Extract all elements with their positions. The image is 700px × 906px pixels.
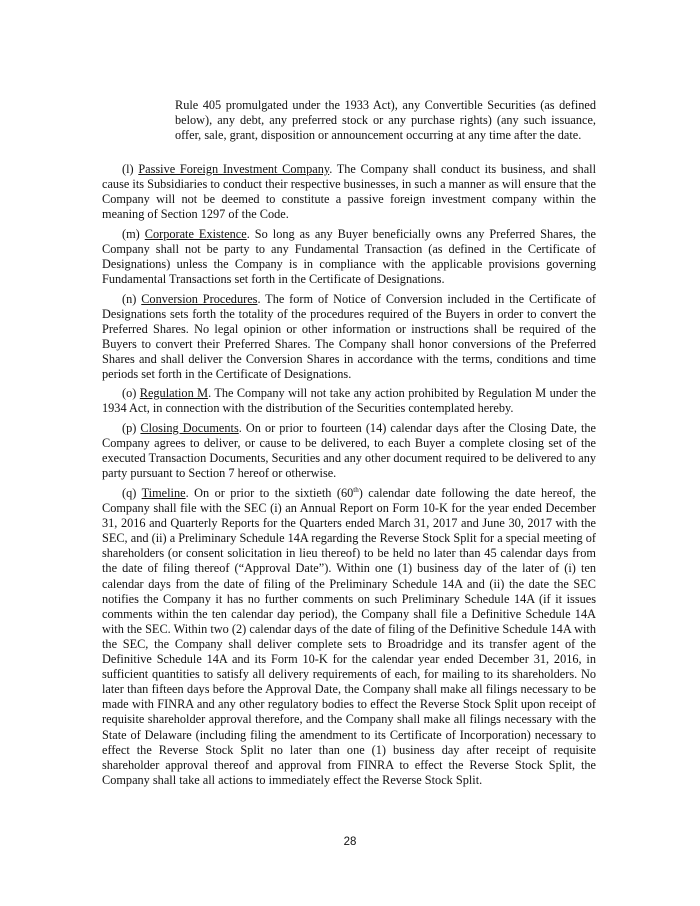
section-q-paragraph bbox=[102, 486, 596, 788]
section-l-paragraph bbox=[102, 162, 596, 222]
section-heading: Regulation M bbox=[139, 386, 209, 400]
section-heading: Timeline bbox=[141, 486, 186, 500]
section-heading: Conversion Procedures bbox=[141, 292, 258, 306]
section-heading: Passive Foreign Investment Company bbox=[138, 162, 330, 176]
section-body-continued: ) calendar date following the date hereof, the Company shall file with the SEC (i) an Annual Report on Form 10-K for the year ended December 31, 2016 and Quarterly Reports for the Quarters ended March 31, 2017 and June 30, 2017 with the SEC, and (ii) a Preliminary Schedule 14A regarding the Reverse Stock Split for a special meeting of shareholders (or consent solicitation in lieu thereof) to be held no later than 45 calendar days from the date of filing thereof (“Approval Date”). Within one (1) business day of the later of (i) ten calendar days from the date of filing of the Preliminary Schedule 14A and (ii) the date the SEC notifies the Company it has no further comments on such Preliminary Schedule 14A (if it issues comments within the ten calendar day period), the Company shall file a Definitive Schedule 14A with the SEC. Within two (2) calendar days of the date of filing of the Definitive Schedule 14A with the SEC, the Company shall deliver complete sets to Broadridge and its transfer agent of the Definitive Schedule 14A and its Form 10-K for the calendar year ended December 31, 2016, in sufficient quantities to satisfy all delivery requirements of each, for mailing to its shareholders. No later than fifteen days before the Approval Date, the Company shall make all filings necessary to be made with FINRA and any other regulatory bodies to effect the Reverse Stock Split upon receipt of requisite shareholder approval therefore, and the Company shall make all filings necessary with the State of Delaware (including filing the amendment to its Certificate of Incorporation) necessary to effect the Reverse Stock Split no later than one (1) business day after receipt of requisite shareholder approval thereof and approval from FINRA to effect the Reverse Stock Split, the Company shall take all actions to immediately effect the Reverse Stock Split. bbox=[102, 486, 596, 787]
section-heading: Corporate Existence bbox=[144, 227, 247, 241]
section-label: (p) bbox=[122, 421, 137, 435]
section-body: . On or prior to the sixtieth (60 bbox=[185, 486, 354, 500]
section-body: . On or prior to fourteen (14) calendar days after the Closing Date, the Company agrees to deliver, or cause to be delivered, to each Buyer a complete closing set of the executed Transaction Documents, Securities and any other document required to be delivered to any party pursuant to Section 7 hereof or otherwise. bbox=[102, 421, 596, 481]
section-body: . The form of Notice of Conversion included in the Certificate of Designations sets forth the totality of the procedures required of the Buyers in order to convert the Preferred Shares. No legal opinion or other information or instructions shall be required of the Buyers to convert their Preferred Shares. The Company shall honor conversions of the Preferred Shares and shall deliver the Conversion Shares in accordance with the terms, conditions and time periods set forth in the Certificate of Designations. bbox=[102, 292, 597, 382]
section-heading: Closing Documents bbox=[140, 421, 239, 435]
section-m-paragraph bbox=[102, 227, 596, 287]
section-label: (m) bbox=[122, 227, 140, 241]
section-body: . The Company shall conduct its business, and shall cause its Subsidiaries to conduct their respective businesses, in such a manner as will ensure that the Company will not be deemed to constitute a passive foreign investment company within the meaning of Section 1297 of the Code. bbox=[102, 162, 596, 222]
section-label: (l) bbox=[122, 162, 134, 176]
page-number: 28 bbox=[343, 836, 357, 848]
section-o-paragraph bbox=[102, 386, 596, 416]
section-label: (n) bbox=[122, 292, 137, 306]
section-label: (o) bbox=[122, 386, 137, 400]
ordinal-superscript: th bbox=[353, 485, 359, 494]
section-body: . So long as any Buyer beneficially owns any Preferred Shares, the Company shall not be party to any Fundamental Transaction (as defined in the Certificate of Designations) unless the Company is in compliance with the applicable provisions governing Fundamental Transactions set forth in the Certificate of Designations. bbox=[102, 227, 597, 287]
section-p-paragraph bbox=[102, 421, 596, 481]
section-label: (q) bbox=[122, 486, 137, 500]
continuation-text: Rule 405 promulgated under the 1933 Act), any Convertible Securities (as defined below), any debt, any preferred stock or any purchase rights) (any such issuance, offer, sale, grant, disposition or announcement occurring at any time after the date. bbox=[175, 98, 596, 143]
section-body: . The Company will not take any action prohibited by Regulation M under the 1934 Act, in connection with the distribution of the Securities contemplated hereby. bbox=[102, 386, 596, 416]
continuation-paragraph bbox=[175, 98, 596, 143]
section-n-paragraph bbox=[102, 292, 596, 383]
